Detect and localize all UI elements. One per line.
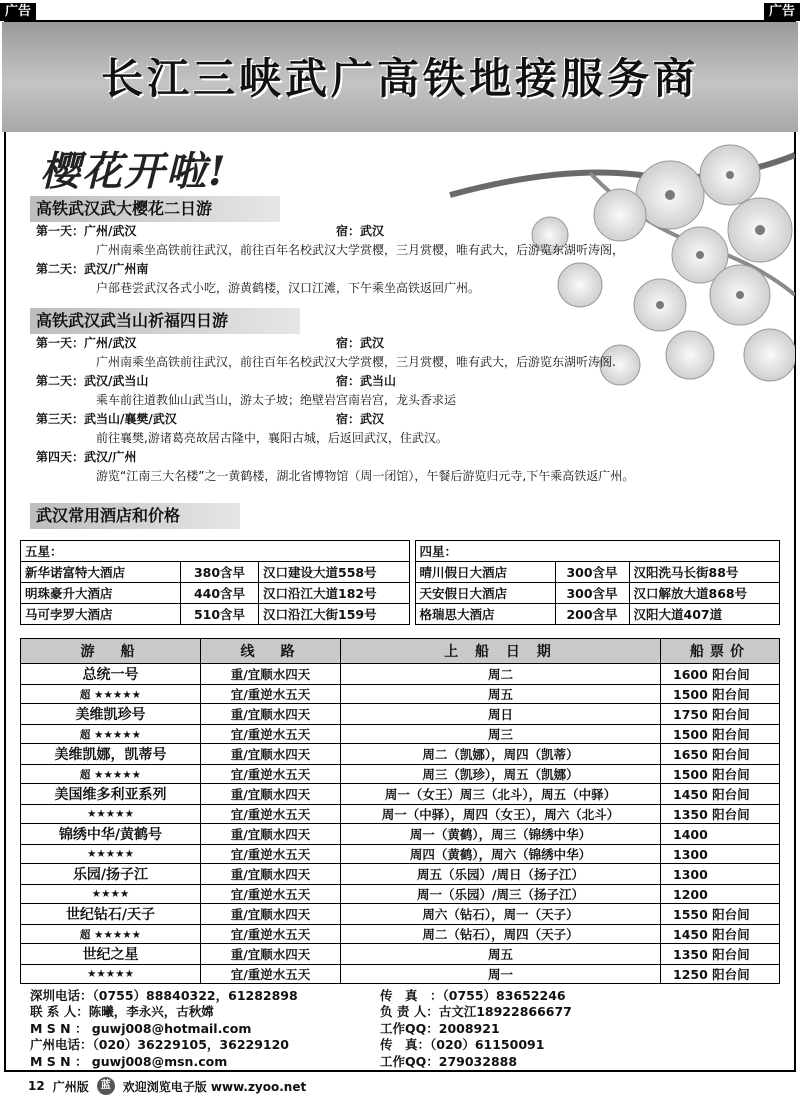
hotel-name-4star: 格瑞思大酒店 [415,604,555,625]
ship-rating: ★★★★★ [21,965,201,984]
cruise-row [21,765,780,784]
hotel-name-5star: 马可孛罗大酒店 [21,604,181,625]
hotel-address-4star: 汉阳大道407道 [629,604,780,625]
route-cell: 宜/重逆水五天 [201,725,341,744]
hotel-price-4star: 300含早 [555,583,629,604]
contact-info [30,988,790,1070]
price-cell: 1350 阳台间 [661,944,780,965]
date-cell: 周一 [341,965,661,984]
four-star-label: 四星： [415,541,780,562]
ship-name: 世纪钻石/天子 [21,904,201,925]
day-label: 第二天：武汉/广州南 [36,262,149,276]
hotel-price-5star: 510含早 [181,604,259,625]
route-cell: 重/宜顺水四天 [201,784,341,805]
date-cell: 周六（钻石），周一（天子） [341,904,661,925]
date-cell: 周一（乐园）/周三（扬子江） [341,885,661,904]
stay-label: 宿：武当山 [336,374,397,388]
contact-right: 工作QQ：279032888 [380,1053,518,1069]
route-cell: 重/宜顺水四天 [201,664,341,685]
ad-tag-right: 广告 [764,3,800,21]
cruise-row [21,664,780,685]
tour2-day [36,334,786,353]
price-cell: 1750 阳台间 [661,704,780,725]
ship-name: 美国维多利亚系列 [21,784,201,805]
ship-name: 美维凯娜，凯蒂号 [21,744,201,765]
footer-tagline: 欢迎浏览电子版 www.zyoo.net [122,1079,307,1094]
title-banner [2,22,798,132]
header-route: 线 路 [201,639,341,664]
contact-right: 工作QQ：2008921 [380,1020,500,1036]
hotel-table [20,540,780,625]
tour2-itinerary [36,334,786,486]
day-desc: 乘车前往道教仙山武当山，游太子坡；绝壁岩宫南岩宫，龙头香求运 [96,393,457,407]
contact-left: M S N ： guwj008@msn.com [30,1053,228,1069]
hotel-name-4star: 天安假日大酒店 [415,583,555,604]
ship-rating: 超 ★★★★★ [21,765,201,784]
hotel-group-row [21,541,780,562]
contact-row [30,1037,790,1053]
hotel-price-5star: 380含早 [181,562,259,583]
slogan: 樱花开啦! [40,148,228,195]
route-cell: 重/宜顺水四天 [201,744,341,765]
price-cell: 1250 阳台间 [661,965,780,984]
cruise-row [21,704,780,725]
tour2-day [36,410,786,429]
price-cell: 1300 [661,845,780,864]
cruise-table [20,638,780,984]
cruise-row [21,965,780,984]
route-cell: 宜/重逆水五天 [201,925,341,944]
cruise-row [21,845,780,864]
price-cell: 1500 阳台间 [661,725,780,744]
ship-name: 乐园/扬子江 [21,864,201,885]
date-cell: 周一（女王）周三（北斗），周五（中驿） [341,784,661,805]
page-number: 12 [28,1079,45,1093]
contact-row [30,1054,790,1070]
cruise-row [21,744,780,765]
hotel-name-5star: 新华诺富特大酒店 [21,562,181,583]
hotel-price-4star: 200含早 [555,604,629,625]
tour2-day [36,448,786,467]
route-cell: 重/宜顺水四天 [201,824,341,845]
ship-rating: 超 ★★★★★ [21,685,201,704]
hotel-address-4star: 汉阳洗马长街88号 [629,562,780,583]
five-star-label: 五星： [21,541,410,562]
ship-rating: ★★★★ [21,885,201,904]
price-cell: 1550 阳台间 [661,904,780,925]
price-cell: 1350 阳台间 [661,805,780,824]
contact-row [30,1021,790,1037]
route-cell: 重/宜顺水四天 [201,704,341,725]
route-cell: 重/宜顺水四天 [201,944,341,965]
cruise-row [21,805,780,824]
contact-right: 传 真：（020）61150091 [380,1037,545,1053]
cruise-row [21,824,780,845]
day-desc: 户部巷尝武汉各式小吃，游黄鹤楼，汉口江滩，下午乘坐高铁返回广州。 [96,281,481,295]
hotel-price-4star: 300含早 [555,562,629,583]
stay-label: 宿：武汉 [336,412,385,426]
ad-tag-left: 广告 [0,3,36,21]
ship-rating: ★★★★★ [21,845,201,864]
contact-left: 广州电话：（020）36229105，36229120 [30,1037,290,1053]
day-label: 第一天：广州/武汉 [36,336,137,350]
price-cell: 1450 阳台间 [661,925,780,944]
banner-title: 长江三峡武广高铁地接服务商 [100,54,699,103]
contact-left: 深圳电话：（0755）88840322，61282898 [30,988,298,1003]
cruise-row [21,944,780,965]
cruise-row [21,925,780,944]
hotel-row [21,604,780,625]
cruise-row [21,904,780,925]
date-cell: 周三（凯珍），周五（凯娜） [341,765,661,784]
hotel-price-5star: 440含早 [181,583,259,604]
day-desc: 广州南乘坐高铁前往武汉，前往百年名校武汉大学赏樱，三月赏樱，唯有武大，后游览东湖听涛阁. [96,355,616,369]
route-cell: 宜/重逆水五天 [201,685,341,704]
date-cell: 周五 [341,685,661,704]
route-cell: 宜/重逆水五天 [201,805,341,824]
hotel-address-4star: 汉口解放大道868号 [629,583,780,604]
stay-label: 宿：武汉 [336,224,385,238]
day-label: 第一天：广州/武汉 [36,224,137,238]
hotel-address-5star: 汉口沿江大道182号 [259,583,410,604]
price-cell: 1500 阳台间 [661,685,780,704]
cruise-row [21,784,780,805]
date-cell: 周五 [341,944,661,965]
route-cell: 宜/重逆水五天 [201,845,341,864]
price-cell: 1650 阳台间 [661,744,780,765]
cruise-header-row [21,639,780,664]
date-cell: 周五（乐园）/周日（扬子江） [341,864,661,885]
header-price: 船票价 [661,639,780,664]
ship-rating: ★★★★★ [21,805,201,824]
ship-name: 锦绣中华/黄鹤号 [21,824,201,845]
date-cell: 周日 [341,704,661,725]
route-cell: 重/宜顺水四天 [201,904,341,925]
cruise-row [21,864,780,885]
date-cell: 周一（黄鹤），周三（锦绣中华） [341,824,661,845]
hotel-name-4star: 晴川假日大酒店 [415,562,555,583]
header-date: 上 船 日 期 [341,639,661,664]
day-label: 第二天：武汉/武当山 [36,374,149,388]
day-desc: 广州南乘坐高铁前往武汉，前往百年名校武汉大学赏樱，三月赏樱，唯有武大，后游览东湖听涛阁， [96,243,625,257]
stay-label: 宿：武汉 [336,336,385,350]
route-cell: 宜/重逆水五天 [201,885,341,904]
date-cell: 周四（黄鹤），周六（锦绣中华） [341,845,661,864]
day-label: 第四天：武汉/广州 [36,450,137,464]
cruise-row [21,685,780,704]
hotel-row [21,562,780,583]
date-cell: 周一（中驿），周四（女王），周六（北斗） [341,805,661,824]
contact-right: 传 真 ：（0755）83652246 [380,988,566,1003]
cruise-row [21,725,780,744]
footer [28,1077,306,1095]
ship-rating: 超 ★★★★★ [21,925,201,944]
header-ship: 游 船 [21,639,201,664]
ship-name: 美维凯珍号 [21,704,201,725]
price-cell: 1400 [661,824,780,845]
contact-row [30,988,790,1004]
hotel-name-5star: 明珠豪升大酒店 [21,583,181,604]
ship-name: 世纪之星 [21,944,201,965]
date-cell: 周二（凯娜），周四（凯蒂） [341,744,661,765]
route-cell: 宜/重逆水五天 [201,965,341,984]
price-cell: 1200 [661,885,780,904]
price-cell: 1450 阳台间 [661,784,780,805]
hotel-address-5star: 汉口建设大道558号 [259,562,410,583]
tour1-itinerary [36,222,786,298]
day-desc: 前往襄樊,游诸葛亮故居古隆中，襄阳古城，后返回武汉，住武汉。 [96,431,448,445]
hotel-row [21,583,780,604]
edition-badge: 蓝 [97,1077,115,1095]
tour1-day [36,222,786,241]
tour2-title: 高铁武汉武当山祈福四日游 [30,308,300,334]
contact-left: M S N ： guwj008@hotmail.com [30,1020,252,1036]
contact-row [30,1004,790,1020]
day-desc: 游览“江南三大名楼”之一黄鹤楼，湖北省博物馆（周一闭馆），午餐后游览归元寺,下午乘高铁返广州。 [96,469,635,483]
date-cell: 周二（钻石），周四（天子） [341,925,661,944]
cruise-row [21,885,780,904]
tour1-title: 高铁武汉武大樱花二日游 [30,196,280,222]
edition-label: 广州版 [52,1079,89,1094]
tour2-day [36,372,786,391]
day-label: 第三天：武当山/襄樊/武汉 [36,412,177,426]
price-cell: 1500 阳台间 [661,765,780,784]
date-cell: 周三 [341,725,661,744]
ship-rating: 超 ★★★★★ [21,725,201,744]
contact-left: 联 系 人：陈曦，李永兴，古秋嫦 [30,1004,214,1020]
price-cell: 1300 [661,864,780,885]
contact-right: 负 责 人：古文江18922866677 [380,1004,572,1020]
ship-name: 总统一号 [21,664,201,685]
date-cell: 周二 [341,664,661,685]
price-cell: 1600 阳台间 [661,664,780,685]
tour1-day [36,260,786,279]
hotel-address-5star: 汉口沿江大街159号 [259,604,410,625]
hotels-title: 武汉常用酒店和价格 [30,503,240,529]
route-cell: 重/宜顺水四天 [201,864,341,885]
route-cell: 宜/重逆水五天 [201,765,341,784]
